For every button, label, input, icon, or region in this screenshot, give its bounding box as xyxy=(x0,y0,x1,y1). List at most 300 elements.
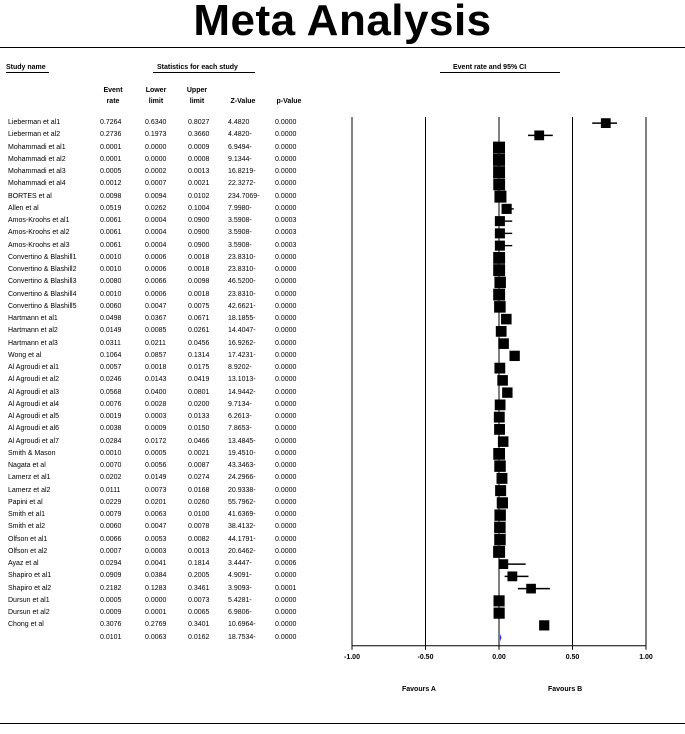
cell-upper: 0.1814 xyxy=(188,560,210,567)
cell-name: Lieberman et al2 xyxy=(8,131,61,139)
cell-name: Papini et al xyxy=(8,498,43,506)
p-value-header: p-Value xyxy=(276,98,302,105)
effect-marker xyxy=(497,473,508,484)
cell-rate: 0.0079 xyxy=(100,511,122,518)
cell-name: Al Agroudi et al7 xyxy=(8,437,59,445)
cell-upper: 0.0073 xyxy=(188,596,210,604)
cell-z: 13.1013- xyxy=(228,376,256,384)
cell-name: Mohammadi et al4 xyxy=(8,180,66,188)
cell-rate: 0.0076 xyxy=(100,400,122,408)
upper-limit-header-line2: limit xyxy=(189,98,205,105)
cell-rate: 0.1064 xyxy=(100,351,122,359)
cell-lower: 0.0001 xyxy=(145,609,167,616)
cell-p: 0.0000 xyxy=(275,474,297,482)
effect-marker xyxy=(493,166,505,178)
cell-z: 44.1791- xyxy=(228,535,256,543)
cell-rate: 0.0060 xyxy=(100,302,122,310)
cell-z: 23.8310- xyxy=(228,253,256,261)
effect-marker xyxy=(494,424,505,435)
cell-upper: 0.0082 xyxy=(188,535,210,543)
effect-marker xyxy=(496,326,507,337)
cell-upper: 0.0009 xyxy=(188,143,210,151)
cell-upper: 0.0261 xyxy=(188,327,210,335)
effect-marker xyxy=(495,399,506,410)
cell-lower: 0.0047 xyxy=(145,302,167,310)
cell-upper: 0.1314 xyxy=(188,351,210,359)
cell-p: 0.0000 xyxy=(275,633,297,641)
cell-z: 8.9202- xyxy=(228,364,252,371)
cell-p: 0.0000 xyxy=(275,376,297,384)
cell-p: 0.0000 xyxy=(275,290,297,298)
x-tick-label: -1.00 xyxy=(344,653,360,661)
cell-p: 0.0000 xyxy=(275,413,297,420)
effect-marker xyxy=(497,497,508,508)
x-tick-label: -0.50 xyxy=(417,653,434,661)
cell-rate: 0.0311 xyxy=(100,339,121,347)
cell-z: 3.5908- xyxy=(228,241,252,249)
cell-z: 10.6964- xyxy=(228,621,256,629)
cell-lower: 0.0028 xyxy=(145,400,167,408)
cell-p: 0.0000 xyxy=(275,462,297,469)
cell-lower: 0.0006 xyxy=(145,253,167,261)
cell-name: Allen et al xyxy=(8,204,39,212)
cell-z: 18.1855- xyxy=(228,315,256,322)
cell-lower: 0.0047 xyxy=(145,523,167,531)
cell-name: Al Agroudi et al3 xyxy=(8,388,59,396)
cell-lower: 0.0262 xyxy=(145,204,167,212)
cell-lower: 0.0094 xyxy=(145,192,167,200)
cell-z: 14.4047- xyxy=(228,327,256,335)
cell-name: Shapiro et al1 xyxy=(8,572,52,580)
cell-rate: 0.2182 xyxy=(100,584,122,592)
cell-p: 0.0000 xyxy=(275,498,297,506)
cell-lower: 0.0007 xyxy=(145,180,167,188)
cell-p: 0.0000 xyxy=(275,621,297,629)
effect-marker xyxy=(498,559,508,569)
favours-a-label: Favours A xyxy=(402,686,436,693)
effect-marker xyxy=(495,241,505,251)
cell-name: Ayaz et al xyxy=(8,560,39,567)
cell-name: Hartmann et al3 xyxy=(8,339,58,347)
cell-z: 6.2613- xyxy=(228,413,252,420)
cell-name: Lieberman et al1 xyxy=(8,119,61,126)
cell-name: Shapiro et al2 xyxy=(8,584,52,592)
cell-name: Amos-Kroohs et al2 xyxy=(8,229,70,237)
statistics-header: Statistics for each study xyxy=(157,64,238,71)
cell-lower: 0.1973 xyxy=(145,131,167,139)
event-rate-header-line2: rate xyxy=(106,98,120,105)
cell-z: 3.5908- xyxy=(228,229,252,237)
cell-upper: 0.0075 xyxy=(188,302,210,310)
cell-lower: 0.0041 xyxy=(145,560,167,567)
cell-lower: 0.0002 xyxy=(145,168,167,175)
cell-lower: 0.0066 xyxy=(145,278,167,286)
cell-lower: 0.0009 xyxy=(145,425,167,433)
cell-lower: 0.0003 xyxy=(145,413,167,420)
cell-name: Al Agroudi et al2 xyxy=(8,376,59,384)
ci-header: Event rate and 95% CI xyxy=(453,64,527,71)
cell-rate: 0.0294 xyxy=(100,560,122,567)
x-tick-label: 0.50 xyxy=(565,653,580,661)
effect-marker xyxy=(493,289,505,301)
cell-z: 5.4281- xyxy=(228,596,252,604)
cell-name: Al Agroudi et al6 xyxy=(8,425,59,433)
cell-rate: 0.0061 xyxy=(100,241,122,249)
cell-p: 0.0000 xyxy=(275,351,297,359)
cell-z: 18.7534- xyxy=(228,633,256,641)
cell-upper: 0.0013 xyxy=(188,168,210,175)
study-name-header: Study name xyxy=(6,64,46,71)
cell-rate: 0.0070 xyxy=(100,462,122,469)
cell-upper: 0.0900 xyxy=(188,217,210,224)
x-tick-label: 1.00 xyxy=(639,653,653,661)
cell-lower: 0.1283 xyxy=(145,584,167,592)
cell-upper: 0.1004 xyxy=(188,204,210,212)
cell-name: Smith & Mason xyxy=(8,449,56,457)
cell-z: 7.9980- xyxy=(228,204,252,212)
cell-rate: 0.0284 xyxy=(100,437,122,445)
cell-name: Mohammadi et al1 xyxy=(8,143,66,151)
cell-z: 7.8653- xyxy=(228,425,252,433)
cell-upper: 0.0900 xyxy=(188,229,210,237)
cell-lower: 0.0172 xyxy=(145,437,167,445)
effect-marker xyxy=(493,448,505,460)
cell-rate: 0.7264 xyxy=(100,119,122,126)
cell-rate: 0.0498 xyxy=(100,315,122,322)
cell-rate: 0.0568 xyxy=(100,388,122,396)
cell-p: 0.0000 xyxy=(275,400,297,408)
effect-marker xyxy=(539,620,549,630)
cell-p: 0.0003 xyxy=(275,217,297,224)
cell-lower: 0.0085 xyxy=(145,327,167,335)
cell-lower: 0.0143 xyxy=(145,376,167,384)
effect-marker xyxy=(494,301,506,313)
cell-upper: 0.0078 xyxy=(188,523,210,531)
cell-p: 0.0000 xyxy=(275,302,297,310)
effect-marker xyxy=(494,509,505,520)
cell-z: 16.9262- xyxy=(228,339,256,347)
cell-upper: 0.0175 xyxy=(188,364,210,371)
cell-lower: 0.0201 xyxy=(145,498,167,506)
cell-upper: 0.0200 xyxy=(188,400,210,408)
cell-p: 0.0003 xyxy=(275,241,297,249)
cell-upper: 0.0162 xyxy=(188,633,210,641)
cell-name: Mohammadi et al3 xyxy=(8,168,66,175)
cell-upper: 0.0021 xyxy=(188,180,210,188)
cell-upper: 0.3660 xyxy=(188,131,210,139)
cell-rate: 0.0010 xyxy=(100,253,122,261)
cell-rate: 0.0012 xyxy=(100,180,122,188)
cell-p: 0.0000 xyxy=(275,253,297,261)
cell-lower: 0.0857 xyxy=(145,351,167,359)
cell-upper: 0.0168 xyxy=(188,486,210,494)
cell-z: 4.9091- xyxy=(228,572,252,580)
cell-rate: 0.3076 xyxy=(100,621,122,629)
cell-name: Al Agroudi et al4 xyxy=(8,400,59,408)
cell-rate: 0.0080 xyxy=(100,278,122,286)
cell-z: 22.3272- xyxy=(228,180,256,188)
cell-name: Nagata et al xyxy=(8,462,46,469)
effect-marker xyxy=(494,595,505,606)
cell-rate: 0.0001 xyxy=(100,155,122,163)
effect-marker xyxy=(494,460,505,471)
cell-lower: 0.2769 xyxy=(145,621,167,629)
cell-p: 0.0000 xyxy=(275,437,297,445)
cell-p: 0.0000 xyxy=(275,278,297,286)
cell-rate: 0.0246 xyxy=(100,376,122,384)
cell-upper: 0.0087 xyxy=(188,462,210,469)
cell-upper: 0.0021 xyxy=(188,449,210,457)
cell-rate: 0.0061 xyxy=(100,217,122,224)
favours-b-label: Favours B xyxy=(548,686,583,693)
cell-z: 38.4132- xyxy=(228,523,256,531)
cell-p: 0.0000 xyxy=(275,364,297,371)
cell-name: Chong et al xyxy=(8,621,44,629)
cell-name: BORTES et al xyxy=(8,192,52,200)
effect-marker xyxy=(494,412,505,423)
cell-upper: 0.0133 xyxy=(188,413,210,420)
cell-upper: 0.0801 xyxy=(188,388,210,396)
cell-upper: 0.3401 xyxy=(188,621,210,629)
cell-name: Convertino & Blashill1 xyxy=(8,253,77,261)
z-value-header: Z-Value xyxy=(230,98,256,105)
cell-rate: 0.0202 xyxy=(100,474,122,482)
cell-name: Mohammadi et al2 xyxy=(8,155,66,163)
x-tick-label: 0.00 xyxy=(492,653,506,661)
cell-upper: 0.0018 xyxy=(188,266,210,273)
cell-z: 20.9338- xyxy=(228,486,256,494)
cell-name: Amos-Kroohs et al3 xyxy=(8,241,70,249)
cell-z: 3.4447- xyxy=(228,560,252,567)
cell-name: Al Agroudi et al1 xyxy=(8,364,59,371)
cell-p: 0.0000 xyxy=(275,609,297,616)
cell-upper: 0.0900 xyxy=(188,241,210,249)
cell-rate: 0.0519 xyxy=(100,204,122,212)
cell-name: Smith et al2 xyxy=(8,523,45,531)
effect-marker xyxy=(502,204,512,214)
cell-upper: 0.0102 xyxy=(188,192,210,200)
cell-name: Olfson et al2 xyxy=(8,547,48,555)
effect-marker xyxy=(494,608,505,619)
effect-marker xyxy=(495,485,506,496)
cell-rate: 0.0149 xyxy=(100,327,122,335)
event-rate-header-line1: Event xyxy=(103,87,123,94)
cell-z: 3.9093- xyxy=(228,584,252,592)
cell-p: 0.0000 xyxy=(275,425,297,433)
cell-rate: 0.0001 xyxy=(100,143,122,151)
cell-rate: 0.0066 xyxy=(100,535,122,543)
effect-marker xyxy=(498,338,509,349)
cell-rate: 0.0061 xyxy=(100,229,122,237)
effect-marker xyxy=(493,142,505,154)
cell-lower: 0.0149 xyxy=(145,474,167,482)
cell-lower: 0.0006 xyxy=(145,266,167,273)
cell-lower: 0.0000 xyxy=(145,155,167,163)
effect-marker xyxy=(498,436,509,447)
cell-rate: 0.0005 xyxy=(100,596,122,604)
cell-z: 24.2966- xyxy=(228,474,256,482)
cell-z: 234.7069- xyxy=(228,192,260,200)
cell-lower: 0.0006 xyxy=(145,290,167,298)
effect-marker xyxy=(494,522,505,533)
summary-diamond xyxy=(500,634,501,642)
cell-z: 9.1344- xyxy=(228,155,252,163)
cell-name: Convertino & Blashill3 xyxy=(8,278,77,286)
page-title: Meta Analysis xyxy=(193,0,492,45)
lower-limit-header-line2: limit xyxy=(148,98,164,105)
cell-p: 0.0000 xyxy=(275,511,297,518)
cell-z: 6.9494- xyxy=(228,143,252,151)
cell-p: 0.0000 xyxy=(275,339,297,347)
cell-name: Wong et al xyxy=(8,351,42,359)
cell-name: Al Agroudi et al5 xyxy=(8,413,59,420)
cell-lower: 0.0384 xyxy=(145,572,167,580)
cell-rate: 0.0038 xyxy=(100,425,122,433)
cell-p: 0.0000 xyxy=(275,180,297,188)
cell-p: 0.0000 xyxy=(275,449,297,457)
cell-name: Lamerz et al2 xyxy=(8,486,51,494)
cell-name: Olfson et al1 xyxy=(8,535,48,543)
cell-z: 43.3463- xyxy=(228,462,256,469)
cell-rate: 0.0111 xyxy=(100,486,121,494)
cell-z: 42.6621- xyxy=(228,302,256,310)
cell-name: Dursun et al2 xyxy=(8,609,50,616)
cell-z: 23.8310- xyxy=(228,266,256,273)
cell-name: Hartmann et al1 xyxy=(8,315,58,322)
cell-p: 0.0006 xyxy=(275,560,297,567)
effect-marker xyxy=(494,534,506,546)
cell-p: 0.0000 xyxy=(275,572,297,580)
cell-lower: 0.0063 xyxy=(145,511,167,518)
effect-marker xyxy=(493,264,505,276)
cell-rate: 0.0098 xyxy=(100,192,122,200)
cell-rate: 0.0010 xyxy=(100,449,122,457)
effect-marker xyxy=(494,191,506,203)
cell-p: 0.0000 xyxy=(275,315,297,322)
cell-lower: 0.0211 xyxy=(145,339,166,347)
cell-p: 0.0000 xyxy=(275,143,297,151)
cell-z: 14.9442- xyxy=(228,388,256,396)
cell-name: Convertino & Blashill4 xyxy=(8,290,77,298)
cell-upper: 0.0150 xyxy=(188,425,210,433)
cell-p: 0.0000 xyxy=(275,596,297,604)
cell-rate: 0.0010 xyxy=(100,290,122,298)
cell-z: 6.9806- xyxy=(228,609,252,616)
cell-name: Convertino & Blashill5 xyxy=(8,302,77,310)
cell-upper: 0.0260 xyxy=(188,498,210,506)
cell-upper: 0.0008 xyxy=(188,155,210,163)
cell-upper: 0.0098 xyxy=(188,278,210,286)
effect-marker xyxy=(495,228,505,238)
cell-lower: 0.0000 xyxy=(145,596,167,604)
cell-upper: 0.0466 xyxy=(188,437,210,445)
cell-lower: 0.0003 xyxy=(145,547,167,555)
effect-marker xyxy=(502,387,512,397)
effect-marker xyxy=(494,363,505,374)
effect-marker xyxy=(495,216,505,226)
cell-upper: 0.3461 xyxy=(188,584,210,592)
cell-upper: 0.0274 xyxy=(188,474,210,482)
effect-marker xyxy=(493,178,505,190)
effect-marker xyxy=(501,314,512,325)
cell-p: 0.0000 xyxy=(275,486,297,494)
cell-upper: 0.0013 xyxy=(188,547,210,555)
cell-z: 9.7134- xyxy=(228,400,252,408)
effect-marker xyxy=(493,546,505,558)
cell-lower: 0.6340 xyxy=(145,119,167,126)
effect-marker xyxy=(493,154,505,166)
cell-rate: 0.0007 xyxy=(100,547,122,555)
cell-p: 0.0003 xyxy=(275,229,297,237)
cell-lower: 0.0004 xyxy=(145,217,167,224)
cell-name: Lamerz et al1 xyxy=(8,474,51,482)
cell-p: 0.0000 xyxy=(275,192,297,200)
cell-z: 16.8219- xyxy=(228,168,256,175)
cell-p: 0.0000 xyxy=(275,266,297,273)
cell-z: 3.5908- xyxy=(228,217,252,224)
cell-lower: 0.0005 xyxy=(145,449,167,457)
cell-lower: 0.0056 xyxy=(145,462,167,469)
cell-upper: 0.0100 xyxy=(188,511,210,518)
cell-p: 0.0000 xyxy=(275,204,297,212)
cell-p: 0.0000 xyxy=(275,388,297,396)
cell-p: 0.0000 xyxy=(275,547,297,555)
cell-rate: 0.0060 xyxy=(100,523,122,531)
cell-z: 46.5200- xyxy=(228,278,256,286)
cell-rate: 0.0909 xyxy=(100,572,122,580)
cell-z: 4.4820 xyxy=(228,119,250,126)
cell-z: 55.7962- xyxy=(228,498,256,506)
cell-z: 17.4231- xyxy=(228,351,256,359)
cell-rate: 0.0005 xyxy=(100,168,122,175)
effect-marker xyxy=(507,571,517,581)
cell-rate: 0.0019 xyxy=(100,413,122,420)
cell-p: 0.0000 xyxy=(275,327,297,335)
cell-z: 19.4510- xyxy=(228,449,256,457)
effect-marker xyxy=(534,130,544,140)
cell-lower: 0.0400 xyxy=(145,388,167,396)
cell-rate: 0.0229 xyxy=(100,498,122,506)
cell-upper: 0.8027 xyxy=(188,119,210,126)
upper-limit-header-line1: Upper xyxy=(186,87,208,94)
effect-marker xyxy=(509,351,519,361)
effect-marker xyxy=(526,584,536,594)
cell-p: 0.0000 xyxy=(275,168,297,175)
cell-z: 13.4845- xyxy=(228,437,256,445)
cell-lower: 0.0004 xyxy=(145,241,167,249)
cell-upper: 0.0065 xyxy=(188,609,210,616)
cell-p: 0.0001 xyxy=(275,584,297,592)
cell-p: 0.0000 xyxy=(275,155,297,163)
cell-lower: 0.0367 xyxy=(145,315,167,322)
cell-rate: 0.0010 xyxy=(100,266,122,273)
cell-rate: 0.0009 xyxy=(100,609,122,616)
cell-p: 0.0000 xyxy=(275,119,297,126)
cell-upper: 0.0671 xyxy=(188,315,210,322)
cell-z: 41.6369- xyxy=(228,511,256,518)
cell-lower: 0.0063 xyxy=(145,633,167,641)
effect-marker xyxy=(497,375,508,386)
cell-upper: 0.0456 xyxy=(188,339,210,347)
cell-lower: 0.0000 xyxy=(145,143,167,151)
lower-limit-header-line1: Lower xyxy=(145,87,167,94)
cell-rate: 0.0101 xyxy=(100,633,122,641)
effect-marker xyxy=(494,277,505,288)
cell-p: 0.0000 xyxy=(275,535,297,543)
cell-lower: 0.0018 xyxy=(145,364,167,371)
cell-p: 0.0000 xyxy=(275,131,297,139)
cell-z: 20.6462- xyxy=(228,547,256,555)
